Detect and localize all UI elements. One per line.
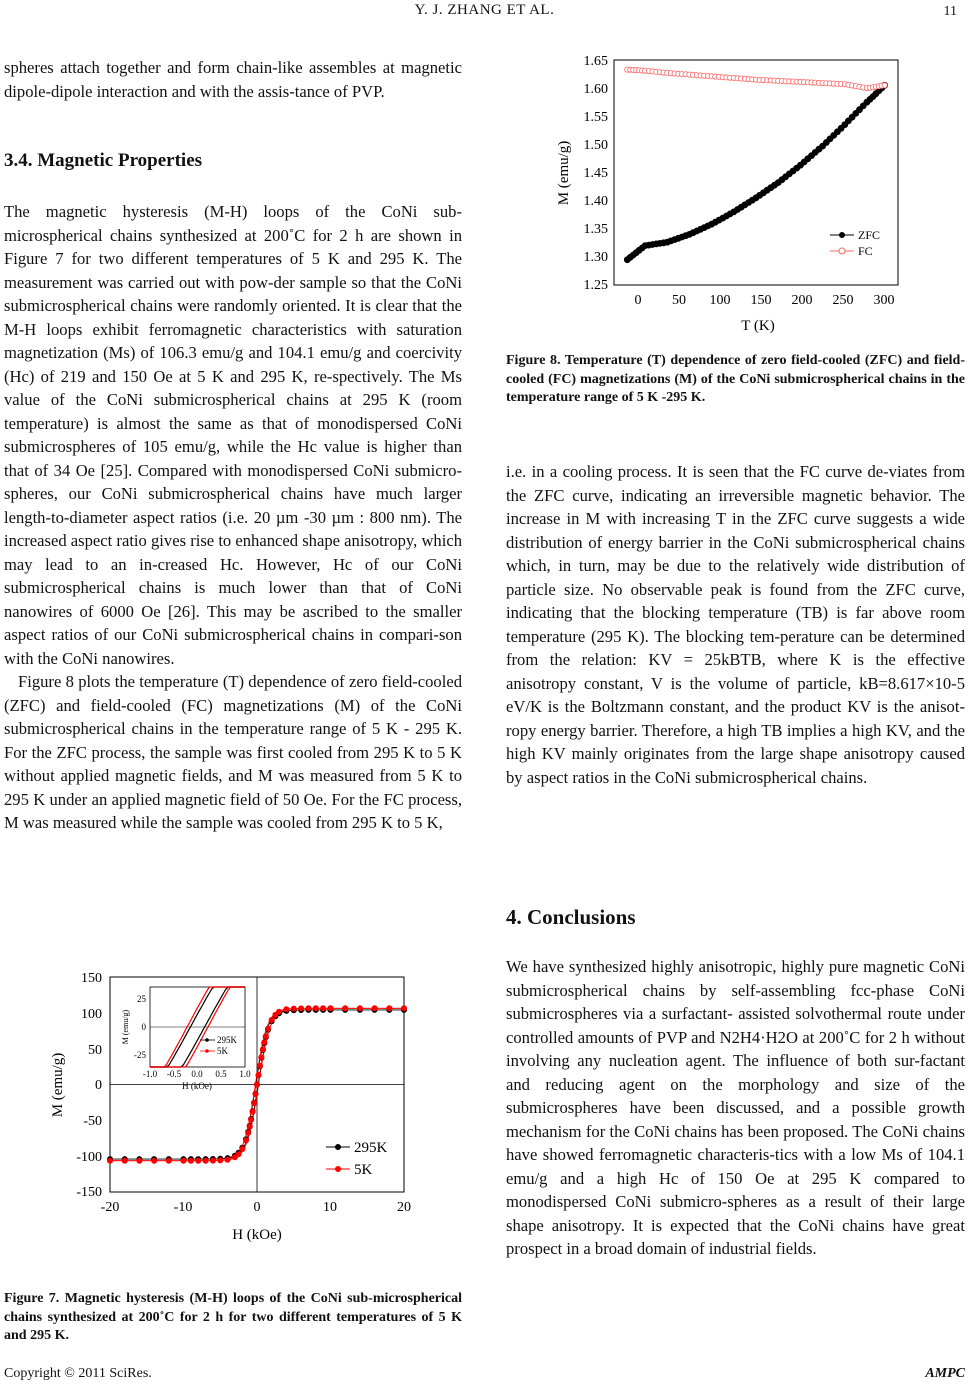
paragraph-hysteresis: The magnetic hysteresis (M-H) loops of the CoNi sub-microspherical chains synthesized at 200˚C for 2 h are shown in Figure 7 for two different temperatures of 5 K and 295 K. The measurement was carried out with pow-der sample so that the CoNi submicrospherical chains were randomly oriented. It is clear that the M-H loops exhibit ferromagnetic characteristics with saturation magnetization (Ms) of 106.3 emu/g and 104.1 emu/g and coercivity (Hc) of 219 and 150 Oe at 5 K and 295 K, re-spectively. The Ms value of the CoNi submicrospherical chains at 295 K (room temperature) is almost the same as that of monodispersed CoNi submicrospheres of 105 emu/g, while the Hc value is higher than that of 34 Oe [25]. Compared with monodispersed CoNi submicro-spheres, our CoNi submicrospherical chains have much larger length-to-diameter aspect ratios (i.e. 20 µm -30 µm : 800 nm). The increased aspect ratio gives rise to enhanced shape anisotropy, which may lead to an in-creased Hc. However, Hc of our CoNi submicrospherical chains is much lower than that of CoNi nanowires of 6000 Oe [26]. This may be ascribed to the smaller aspect ratios of our CoNi submicrospherical chains in compari-son with the CoNi nanowires. [4, 202, 462, 668]
fig7-point-5K-13 [236, 1151, 242, 1157]
page-header [0, 0, 969, 30]
fig7-point-5K-29 [265, 1026, 271, 1032]
fig7-ytick--150: -150 [76, 1185, 102, 1200]
fig8-ytick-1.40: 1.40 [583, 194, 608, 209]
fig7-point-5K-30 [269, 1017, 275, 1023]
fig7-point-5K-4 [166, 1158, 172, 1164]
left-column-body [4, 200, 462, 835]
fig8-xtick-100: 100 [709, 293, 731, 308]
left-column-intro [4, 56, 462, 103]
fig8-point-fc-72 [882, 83, 887, 88]
fig7-inset-ytick-0: 0 [141, 1022, 146, 1032]
fig7-point-5K-20 [251, 1100, 257, 1106]
fig8-legend [830, 228, 880, 258]
fig8-ytick-1.50: 1.50 [583, 138, 608, 153]
fig7-point-5K-10 [217, 1157, 223, 1163]
fig7-inset-xtick-0.5: 0.5 [215, 1069, 227, 1079]
fig7-point-5K-23 [256, 1072, 262, 1078]
fig8-legend-fc-marker [839, 248, 845, 254]
fig7-point-5K-1 [122, 1158, 128, 1164]
fig7-legend-5-marker [335, 1166, 341, 1172]
fig7-point-5K-44 [401, 1005, 407, 1011]
fig7-point-5K-41 [357, 1005, 363, 1011]
fig7-point-5K-2 [136, 1158, 142, 1164]
fig7-inset-legend-5-label: 5K [217, 1046, 228, 1056]
fig7-x-ticks [101, 1200, 411, 1215]
fig7-ytick--50: -50 [83, 1114, 102, 1129]
fig8-data-points [624, 67, 887, 263]
fig7-point-5K-33 [283, 1006, 289, 1012]
fig7-point-5K-17 [247, 1124, 253, 1130]
fig7-point-5K-16 [245, 1130, 251, 1136]
fig7-xtick-10: 10 [323, 1200, 337, 1215]
fig8-ytick-1.65: 1.65 [583, 54, 608, 69]
copyright: Copyright © 2011 SciRes. [4, 1366, 152, 1381]
fig7-point-5K-19 [250, 1109, 256, 1115]
fig7-xtick--20: -20 [100, 1200, 120, 1215]
journal-name: AMPC [925, 1366, 965, 1381]
fig7-inset-xtick--0.5: -0.5 [166, 1069, 182, 1079]
fig7-y-axis-label: M (emu/g) [50, 1052, 66, 1118]
fig7-point-5K-27 [261, 1039, 267, 1045]
fig7-legend-5-label: 5K [354, 1162, 373, 1178]
fig7-point-5K-3 [151, 1158, 157, 1164]
figure8-caption: Figure 8. Temperature (T) dependence of zero field-cooled (ZFC) and field-cooled (FC) magnetizations (M) of the CoNi submicrospherical chains in the temperature range of 5 K -295 K. [506, 353, 965, 405]
fig7-point-5K-11 [225, 1157, 231, 1163]
fig7-xtick-0: 0 [253, 1200, 261, 1215]
section-heading-magnetic: 3.4. Magnetic Properties [4, 150, 203, 171]
fig7-point-5K-14 [239, 1146, 245, 1152]
fig8-ytick-1.25: 1.25 [583, 278, 608, 293]
fig7-inset-ytick--25: -25 [134, 1050, 146, 1060]
fig7-point-5K-35 [298, 1005, 304, 1011]
fig7-point-5K-26 [260, 1046, 266, 1052]
fig7-ytick-0: 0 [95, 1078, 102, 1093]
fig7-point-5K-38 [320, 1005, 326, 1011]
fig7-legend-295-label: 295K [354, 1140, 388, 1156]
running-title: Y. J. ZHANG ET AL. [414, 2, 555, 18]
fig7-point-5K-36 [306, 1005, 312, 1011]
fig7-point-5K-9 [210, 1158, 216, 1164]
fig7-point-5K-40 [342, 1005, 348, 1011]
fig7-point-5K-7 [195, 1158, 201, 1164]
fig7-ytick-150: 150 [81, 971, 102, 986]
fig8-ytick-1.55: 1.55 [583, 110, 608, 125]
fig7-inset-xtick--1.0: -1.0 [142, 1069, 158, 1079]
fig7-point-5K-28 [263, 1033, 269, 1039]
fig8-xtick-50: 50 [672, 293, 686, 308]
fig7-inset-x-label: H (kOe) [182, 1081, 212, 1091]
fig7-ytick--100: -100 [76, 1150, 102, 1165]
section-heading-conclusions: 4. Conclusions [506, 905, 636, 929]
fig7-point-5K-8 [203, 1158, 209, 1164]
fig8-xtick-150: 150 [750, 293, 772, 308]
fig7-point-5K-43 [386, 1005, 392, 1011]
figure8-chart [548, 48, 928, 338]
fig7-point-5K-0 [107, 1158, 113, 1164]
fig7-inset-xtick-1.0: 1.0 [239, 1069, 251, 1079]
fig7-inset-xtick-0.0: 0.0 [191, 1069, 203, 1079]
fig8-y-axis-label: M (emu/g) [556, 140, 572, 206]
fig8-xtick-200: 200 [791, 293, 813, 308]
fig7-inset [121, 987, 251, 1091]
fig7-point-5K-15 [243, 1137, 249, 1143]
paragraph-figure8: Figure 8 plots the temperature (T) dependence of zero field-cooled (ZFC) and field-cooled (FC) magnetizations (M) of the CoNi submicrospherical chains in the temperature range of 5 K - 295 K. For the ZFC process, the sample was first cooled from 295 K to 5 K without applied magnetic fields, and M was measured from 5 K to 295 K under an applied magnetic field of 50 Oe. For the FC process, M was measured while the sample was cooled from 295 K to 5 K, [4, 672, 462, 832]
page-footer [4, 1366, 965, 1382]
figure7-chart [40, 965, 425, 1270]
fig8-x-ticks [635, 293, 895, 308]
fig7-inset-legend-295-marker [205, 1038, 209, 1042]
page-number: 11 [943, 4, 957, 19]
fig7-ytick-100: 100 [81, 1007, 102, 1022]
fig7-point-5K-21 [253, 1091, 259, 1097]
fig8-y-ticks [584, 54, 609, 293]
fig7-inset-legend-295-label: 295K [217, 1035, 237, 1045]
fig7-inset-y-label: M (emu/g) [121, 1009, 130, 1045]
fig8-xtick-250: 250 [832, 293, 854, 308]
fig7-point-5K-37 [313, 1005, 319, 1011]
fig7-ytick-50: 50 [88, 1043, 102, 1058]
intro-paragraph: spheres attach together and form chain-like assembles at magnetic dipole-dipole interaction and with the assis-tance of PVP. [4, 58, 462, 101]
fig7-point-5K-39 [328, 1005, 334, 1011]
fig8-ytick-1.60: 1.60 [583, 82, 608, 97]
fig7-point-5K-18 [248, 1117, 254, 1123]
fig7-point-5K-6 [188, 1158, 194, 1164]
fig8-legend-zfc-marker [839, 232, 845, 238]
fig8-xtick-300: 300 [873, 293, 895, 308]
fig8-plot-frame [614, 60, 898, 285]
fig7-y-ticks [76, 971, 102, 1200]
fig7-point-5K-42 [372, 1005, 378, 1011]
fig8-x-axis-label: T (K) [741, 318, 775, 334]
paragraph-conclusions: We have synthesized highly anisotropic, highly pure magnetic CoNi submicrospherical chains by self-assembling fcc-phase CoNi submicrospheres via a surfactant- assisted solvothermal route under controlled amounts of PVP and N2H4·H2O at 200˚C for 2 h without involving any nucleation agent. The influence of both sur-factant and reducing agent on the morphology and size of the submicrospheres have been discussed, and a possible growth mechanism for the CoNi chains has been proposed. The CoNi chains have showed ferromagnetic characteris-tics with a low Ms of 104.1 emu/g and a high Hc of 150 Oe at 295 K compared to monodispersed CoNi submicro-spheres as a result of their large shape anisotropy. It is expected that the CoNi chains have great prospect in a broad domain of industrial fields. [506, 957, 965, 1258]
fig7-legend [326, 1140, 388, 1178]
fig8-legend-zfc-label: ZFC [858, 228, 881, 242]
fig7-x-axis-label: H (kOe) [232, 1227, 282, 1243]
fig8-legend-fc-label: FC [858, 244, 873, 258]
conclusions-body [506, 955, 965, 1261]
fig8-xtick-0: 0 [634, 293, 642, 308]
figure7-caption: Figure 7. Magnetic hysteresis (M-H) loops of the CoNi sub-microspherical chains synthesized at 200˚C for 2 h for two different temperatures of 5 K and 295 K. [4, 1291, 462, 1343]
fig7-inset-ytick-25: 25 [137, 994, 146, 1004]
fig7-point-5K-5 [181, 1158, 187, 1164]
fig7-point-5K-25 [258, 1054, 264, 1060]
fig8-ytick-1.35: 1.35 [583, 222, 608, 237]
right-column-body [506, 460, 965, 789]
fig8-ytick-1.30: 1.30 [583, 250, 608, 265]
fig7-point-5K-22 [254, 1082, 260, 1088]
fig7-point-5K-32 [276, 1009, 282, 1015]
fig7-legend-295-marker [335, 1144, 341, 1150]
paragraph-fc-zfc: i.e. in a cooling process. It is seen that the FC curve de-viates from the ZFC curve, indicating an irreversible magnetic behavior. The increase in M with increasing T in the ZFC curve suggests a wide distribution of energy barrier in the CoNi submicrospherical chains which, in turn, may be due to the relatively wide distribution of particle size. No observable peak is found from the ZFC curve, indicating that the blocking temperature (TB) is far above room temperature (295 K). The blocking tem-perature can be determined from the relation: KV = 25kBTB, where K is the effective anisotropy constant, V is the volume of particle, kB=8.617×10-5 eV/K is the Boltzmann constant, and the product KV is the anisot-ropy energy barrier. Therefore, a high TB implies a high KV, and the high KV mainly originates from the large shape anisotropy caused by aspect ratios in the CoNi submicrospherical chains. [506, 462, 965, 787]
fig7-xtick-20: 20 [397, 1200, 411, 1215]
fig7-point-5K-34 [291, 1006, 297, 1012]
fig7-inset-legend-5-marker [205, 1049, 209, 1053]
fig8-ytick-1.45: 1.45 [583, 166, 608, 181]
fig7-point-5K-24 [257, 1063, 263, 1069]
fig8-line-zfc [627, 85, 884, 259]
fig7-xtick--10: -10 [173, 1200, 193, 1215]
